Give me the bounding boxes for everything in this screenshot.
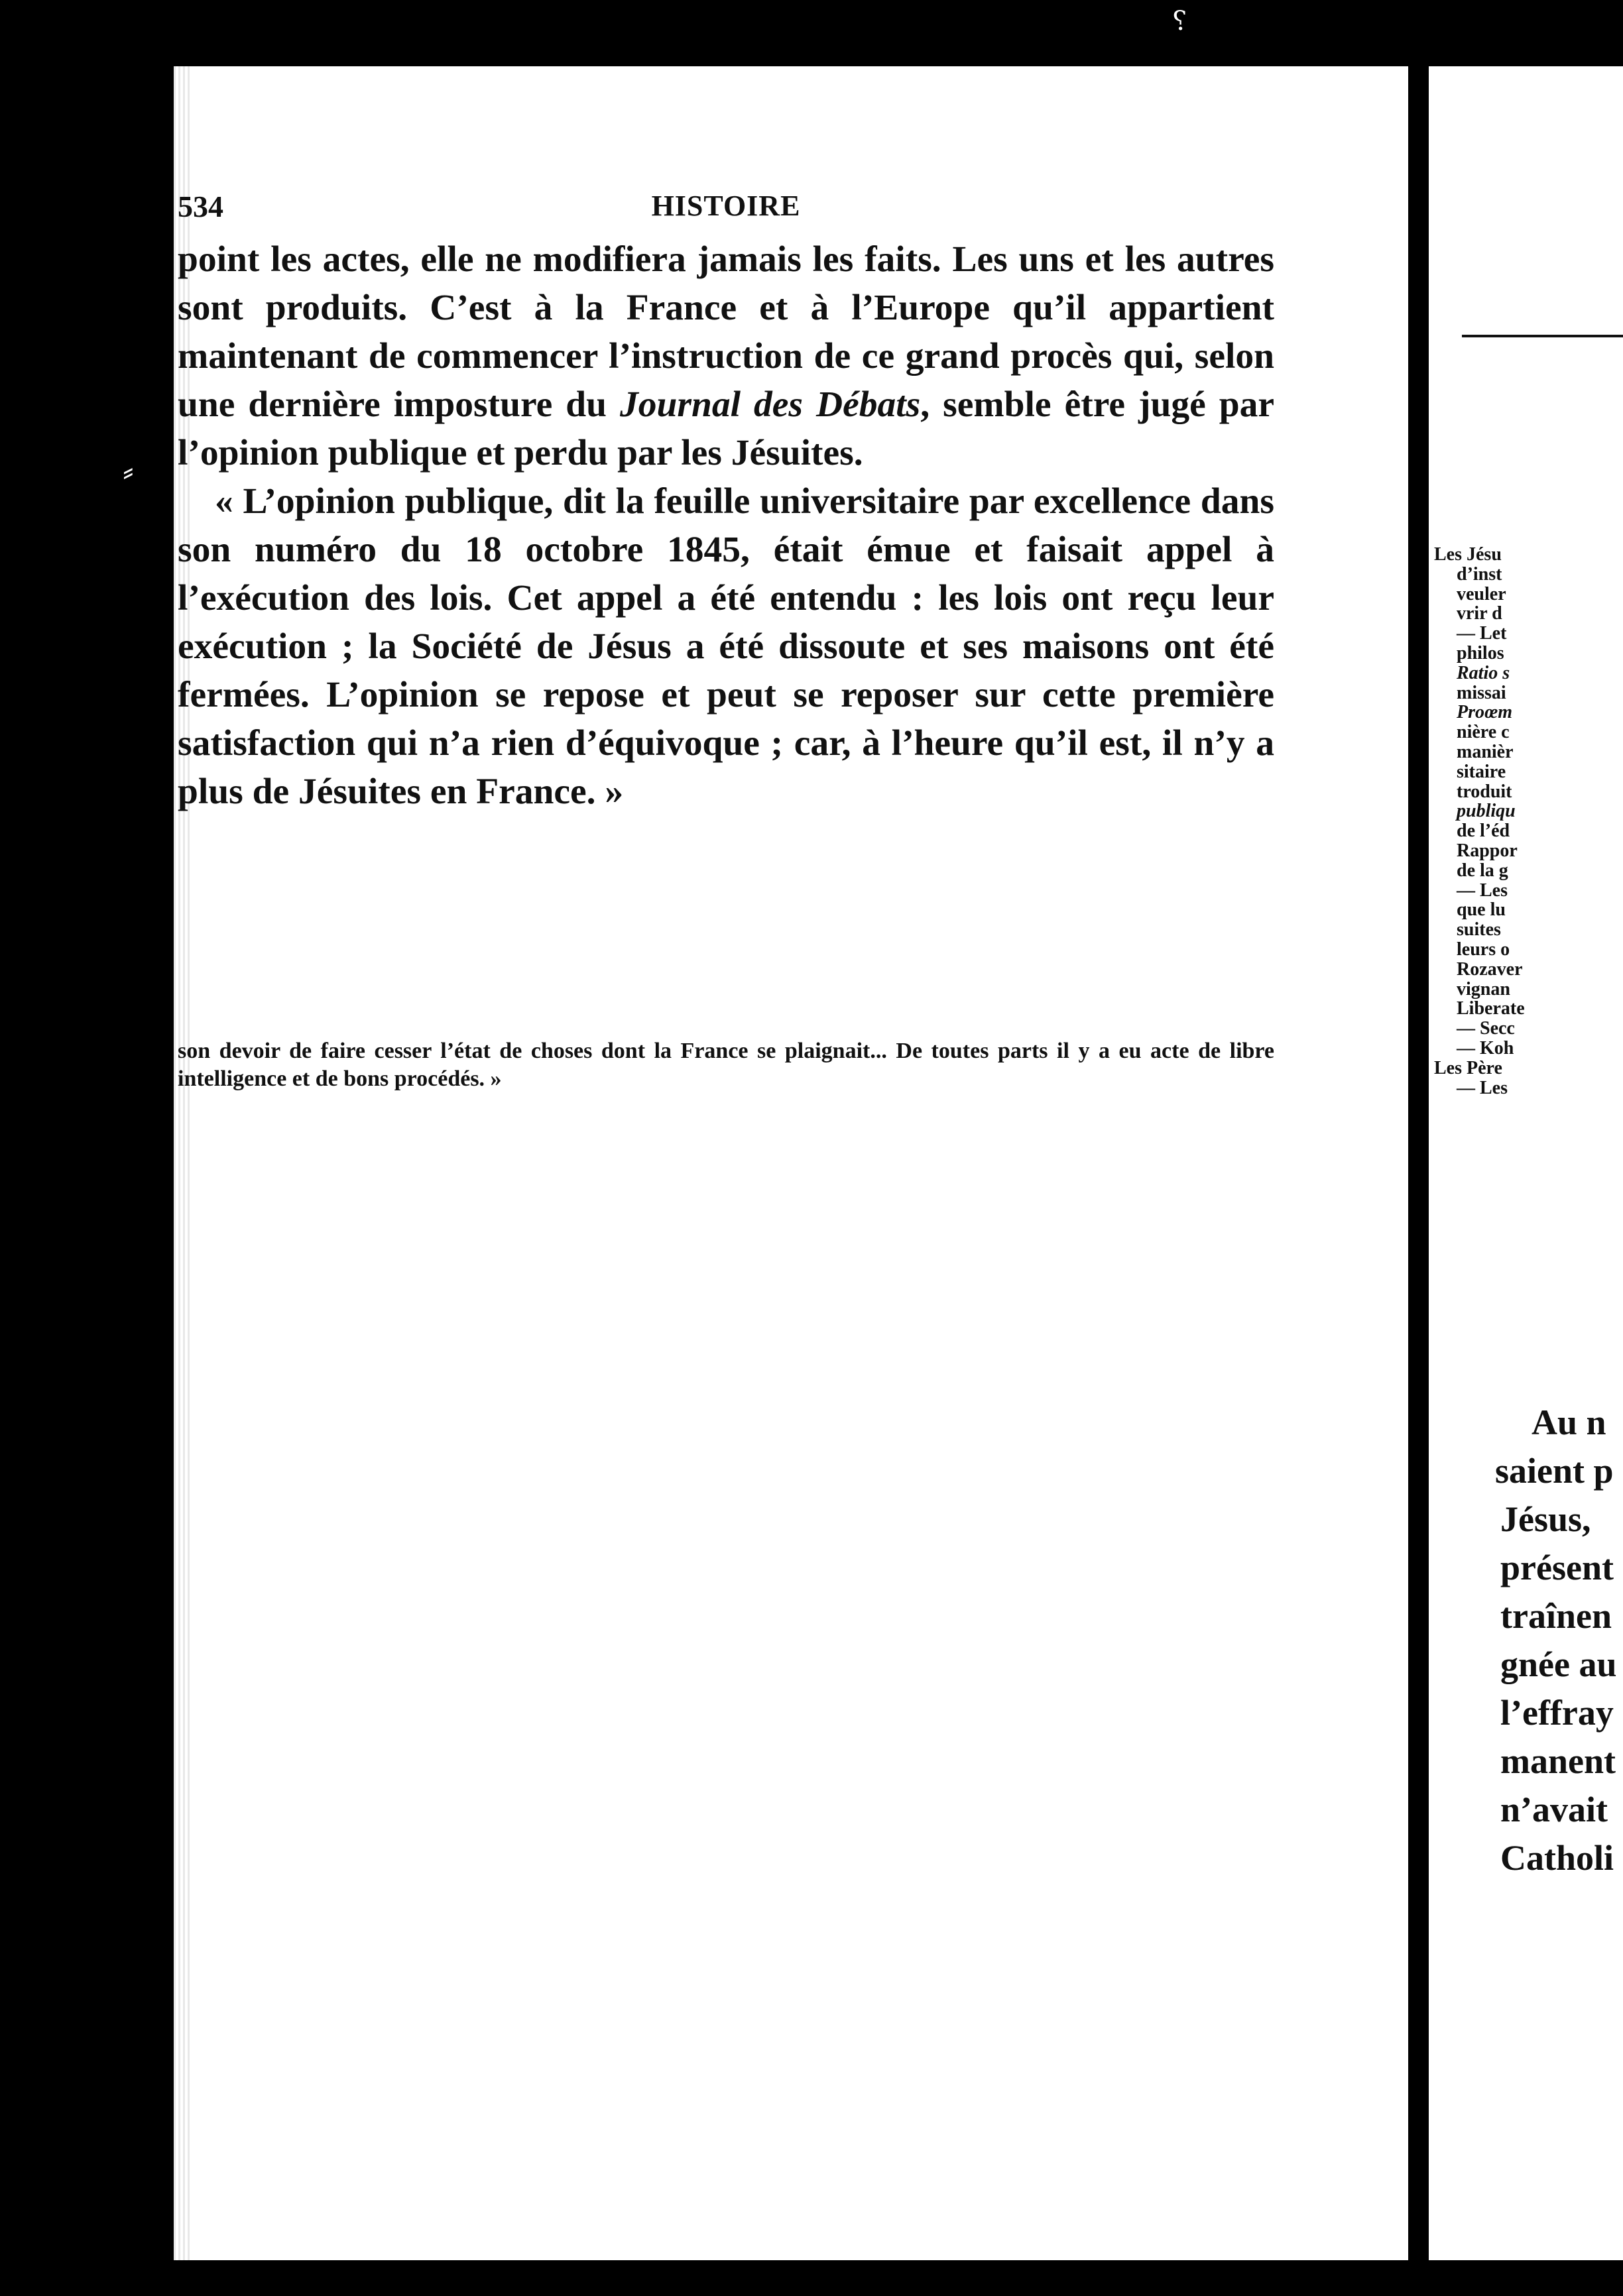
toc-line: sitaire xyxy=(1457,761,1506,782)
toc-line: de l’éd xyxy=(1457,821,1510,842)
toc-line: manièr xyxy=(1457,741,1514,762)
right-text-line: Catholi xyxy=(1500,1838,1614,1878)
toc-line: de la g xyxy=(1457,860,1508,881)
scan-mark: ⸮ xyxy=(1172,6,1187,36)
toc-line: Les Père xyxy=(1434,1057,1502,1078)
toc-line: vrir d xyxy=(1457,603,1502,624)
toc-line: troduit xyxy=(1457,781,1512,802)
paragraph-1-end: , semble être jugé par l’opinion publique et perdu par les Jésuites. xyxy=(178,384,1274,473)
toc-line: Proœm xyxy=(1457,702,1512,723)
right-text-line: Jésus, xyxy=(1500,1499,1591,1539)
right-text-line: gnée au xyxy=(1500,1644,1617,1684)
page-header xyxy=(178,189,1274,235)
footnote: son devoir de faire cesser l’état de choses dont la France se plaignait... De toutes parts il y a eu acte de libre intelligence et de bons procédés. » xyxy=(178,1039,1274,1091)
toc-line: Liberate xyxy=(1457,998,1525,1019)
toc-line: Ratio s xyxy=(1457,662,1510,683)
journal-title: Journal des Débats xyxy=(620,384,921,425)
toc-line: suites xyxy=(1457,919,1501,941)
header-rule xyxy=(1462,335,1623,337)
right-text-line: Au n xyxy=(1532,1403,1606,1442)
toc-line: d’inst xyxy=(1457,563,1502,585)
right-text-line: saient p xyxy=(1495,1451,1614,1491)
right-text-line: l’effray xyxy=(1500,1693,1614,1733)
toc-line: missai xyxy=(1457,682,1506,703)
toc-line: Rappor xyxy=(1457,840,1518,861)
toc-line: — Let xyxy=(1457,623,1507,644)
chapter-summary xyxy=(1434,545,1623,1098)
paragraph-1-start: point les actes, elle ne modifiera jamais les faits. Les uns et les autres sont produits. C’est à la France et à l’Europe qu’il appartient maintenant de commencer l’instruction de ce grand procès qui, selon une dernière imposture du xyxy=(178,239,1274,425)
running-title: HISTOIRE xyxy=(651,190,801,222)
toc-line: philos xyxy=(1457,642,1504,663)
toc-line: veuler xyxy=(1457,583,1506,604)
right-text-line: n’avait xyxy=(1500,1790,1608,1829)
toc-line: leurs o xyxy=(1457,939,1510,960)
toc-line: — Les xyxy=(1457,1077,1508,1098)
page-number: 534 xyxy=(178,190,223,223)
right-page xyxy=(1429,66,1623,2260)
toc-line: Rozaver xyxy=(1457,958,1523,980)
right-text-line: présent xyxy=(1500,1548,1614,1587)
paragraph-2: « L’opinion publique, dit la feuille universitaire par excellence dans son numéro du 18 octobre 1845, était émue et faisait appel à l’exécution des lois. Cet appel a été entendu : les lois ont reçu leur exécution ; la Société de Jésus a été dissoute et ses maisons ont été fermées. L’opinion se repose et peut se reposer sur cette première satisfaction qui n’a rien d’équivoque ; car, à l’heure qu’il est, il n’y a plus de Jésuites en France. » xyxy=(178,481,1274,812)
right-text-line: manent xyxy=(1500,1741,1616,1781)
toc-line: Les Jésu xyxy=(1434,544,1502,565)
toc-line: publiqu xyxy=(1457,801,1516,822)
right-text-line: traînen xyxy=(1500,1596,1612,1636)
main-text xyxy=(178,235,1274,816)
toc-line: — Koh xyxy=(1457,1037,1514,1059)
toc-line: vignan xyxy=(1457,978,1510,1000)
right-page-text xyxy=(1495,1399,1623,1882)
paragraph-1 xyxy=(178,235,1274,477)
toc-line: nière c xyxy=(1457,722,1510,743)
scan-mark: ⸗ xyxy=(123,452,134,489)
toc-line: — Secc xyxy=(1457,1018,1515,1039)
toc-line: que lu xyxy=(1457,899,1506,921)
toc-line: — Les xyxy=(1457,880,1508,901)
